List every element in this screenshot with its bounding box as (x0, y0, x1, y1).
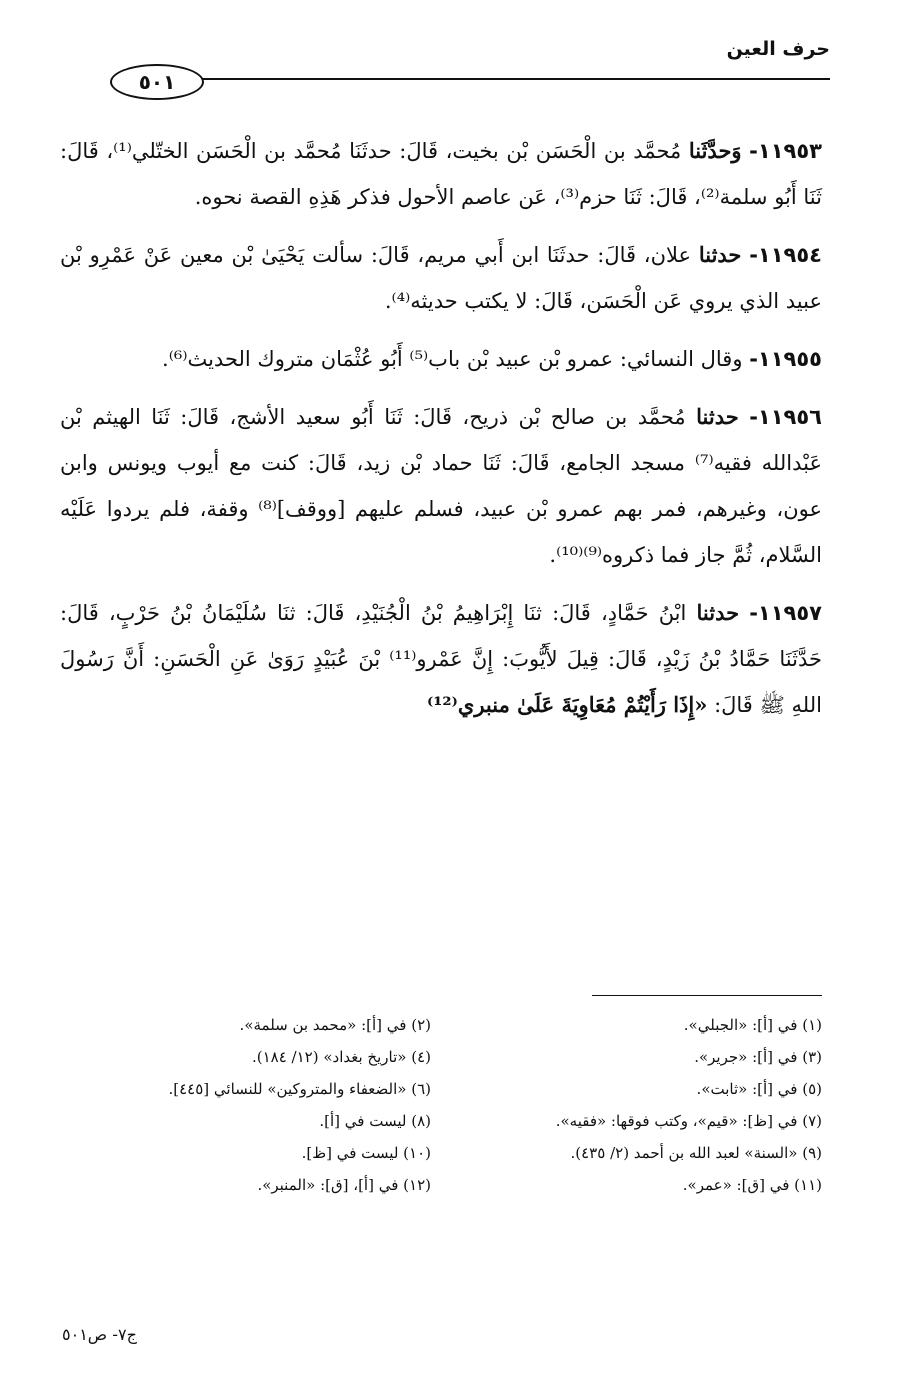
entry-number: ١١٩٥٦- (749, 405, 822, 429)
entry-text: ابْنُ حَمَّادٍ، قَالَ: ثنَا إِبْرَاهِيمُ بْنُ الْجُنَيْدِ، قَالَ: ثنَا سُلَيْمَانُ بْنُ حَرْبٍ، قَالَ: حَدَّثَنَا حَمَّادُ بْنُ زَيْدٍ، قَالَ: قِيلَ لأَيُّوبَ: إِنَّ عَمْرو⁽¹¹⁾ بْنَ عُبَيْدٍ رَوَىٰ عَنِ الْحَسَنِ: أَنَّ رَسُولَ اللهِ ﷺ قَالَ: (60, 601, 822, 717)
footnote-1: (١) في [أ]: «الجبلي». (683, 1016, 822, 1034)
main-text (60, 128, 822, 740)
footnote-5: (٥) في [أ]: «ثابت». (696, 1080, 822, 1098)
entry-text: مُحمَّد بن الْحَسَن بْن بخيت، قَالَ: حدثَنَا مُحمَّد بن الْحَسَن الختّلي⁽¹⁾، قَالَ: ثَنَا أَبُو سلمة⁽²⁾، قَالَ: ثَنَا حزم⁽³⁾، عَن عاصم الأحول فذكر هَذِهِ القصة نحوه. (60, 139, 822, 209)
footnote-9: (٩) «السنة» لعبد الله بن أحمد (٢/ ٤٣٥). (570, 1144, 822, 1162)
footnote-11: (١١) في [ق]: «عمر». (682, 1176, 822, 1194)
chapter-title: حرف العين (726, 38, 830, 60)
entry-11957 (60, 590, 822, 728)
footnote-4: (٤) «تاريخ بغداد» (١٢/ ١٨٤). (251, 1048, 431, 1066)
entry-11955 (60, 336, 822, 382)
entry-text: علان، قَالَ: حدثَنَا ابن أَبي مريم، قَالَ: سألت يَحْيَىٰ بْن معين عَنْ عَمْرِو بْن عبيد الذي يروي عَن الْحَسَن، قَالَ: لا يكتب حديثه⁽⁴⁾. (60, 243, 822, 313)
volume-page-ref: ج٧- ص٥٠١ (62, 1325, 137, 1344)
page-number-badge: ٥٠١ (110, 64, 204, 100)
footnote-3: (٣) في [أ]: «جرير». (694, 1048, 822, 1066)
entry-number: ١١٩٥٣- (749, 139, 822, 163)
page-header (60, 38, 830, 100)
footnote-2: (٢) في [أ]: «محمد بن سلمة». (239, 1016, 431, 1034)
entry-number: ١١٩٥٥- (749, 347, 822, 371)
footnote-rule (592, 995, 822, 996)
footnote-8: (٨) ليست في [أ]. (319, 1112, 431, 1130)
footnote-6: (٦) «الضعفاء والمتروكين» للنسائي [٤٤٥]. (168, 1080, 431, 1098)
entry-11956 (60, 394, 822, 578)
entry-lead: وَحدَّثَنا (688, 138, 742, 163)
footnotes (60, 1012, 822, 1198)
entry-number: ١١٩٥٧- (749, 601, 822, 625)
entry-lead: حدثنا (696, 600, 740, 625)
entry-11954 (60, 232, 822, 324)
entry-lead: حدثنا (698, 242, 742, 267)
entry-number: ١١٩٥٤- (749, 243, 822, 267)
entry-lead: حدثنا (696, 404, 739, 429)
entry-text: مُحمَّد بن صالح بْن ذريح، قَالَ: ثَنَا أَبُو سعيد الأشج، قَالَ: ثَنَا الهيثم بْن عَبْدالله فقيه⁽⁷⁾ مسجد الجامع، قَالَ: ثَنَا حماد بْن زيد، قَالَ: كنت مع أيوب ويونس وابن عون، وغيرهم، فمر بهم عمرو بْن عبيد، فسلم عليهم [ووقف]⁽⁸⁾ وقفة، فلم يردوا عَلَيْه السَّلام، ثُمَّ جاز فما ذكروه⁽⁹⁾⁽¹⁰⁾. (60, 405, 822, 567)
footnote-7: (٧) في [ظ]: «قيم»، وكتب فوقها: «فقيه». (555, 1112, 822, 1130)
entry-11953 (60, 128, 822, 220)
footnote-12: (١٢) في [أ]، [ق]: «المنبر». (257, 1176, 431, 1194)
hadith-quote: «إِذَا رَأَيْتُمْ مُعَاوِيَةَ عَلَىٰ منبري⁽¹²⁾ (426, 692, 708, 717)
header-rule (180, 78, 830, 80)
entry-text: وقال النسائي: عمرو بْن عبيد بْن باب⁽⁵⁾ أَبُو عُثْمَان متروك الحديث⁽⁶⁾. (162, 347, 743, 371)
footnote-10: (١٠) ليست في [ظ]. (301, 1144, 431, 1162)
